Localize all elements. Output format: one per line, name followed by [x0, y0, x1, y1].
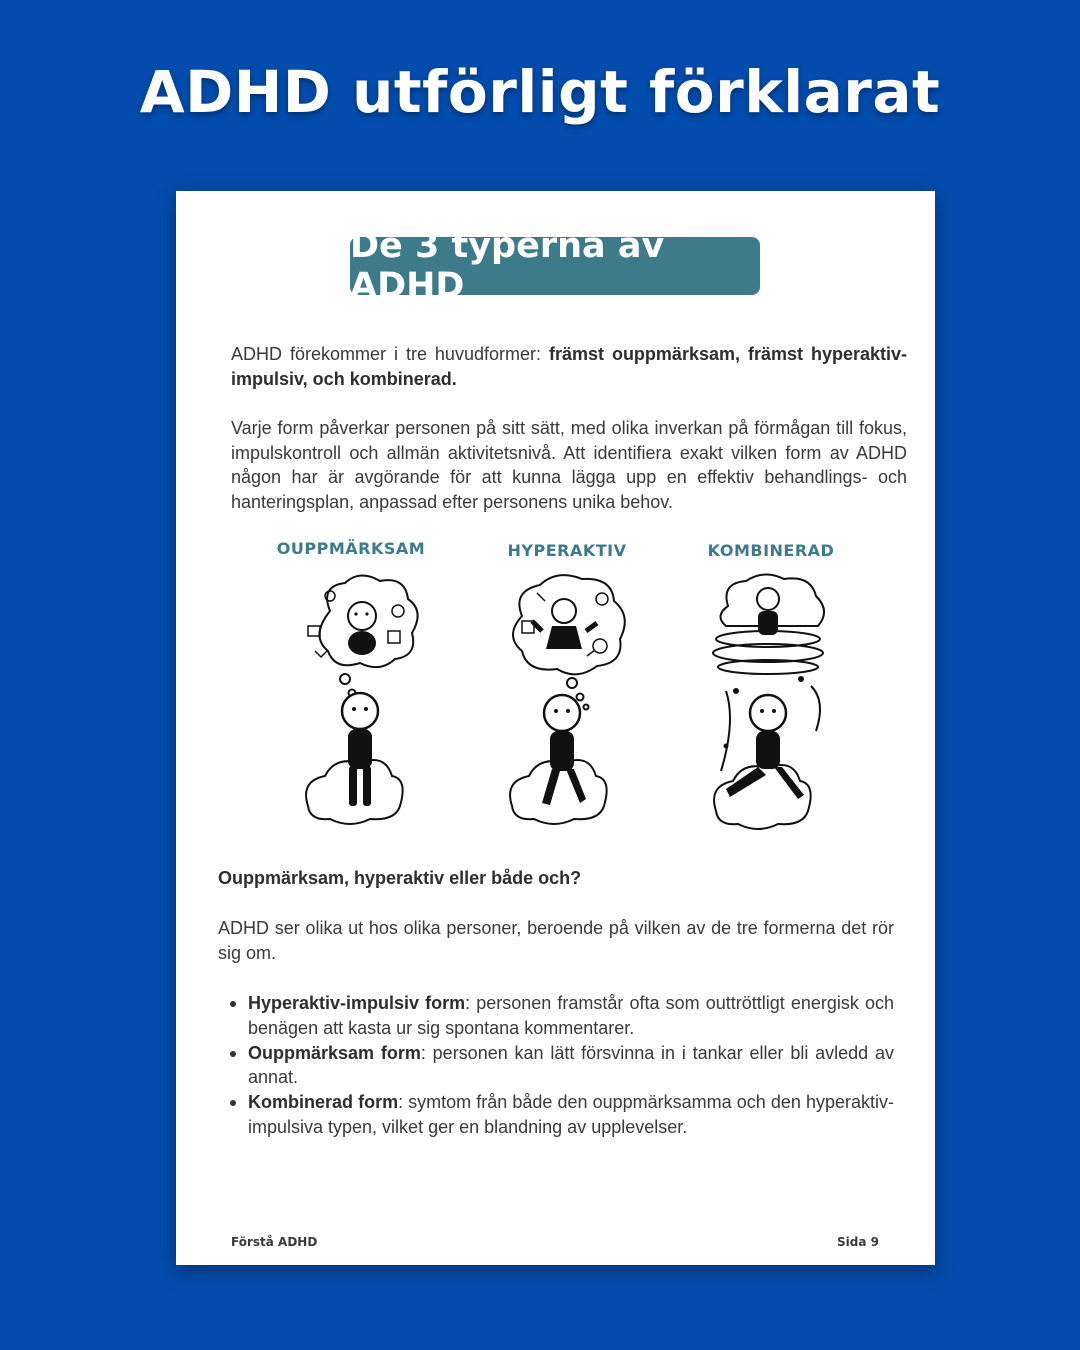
list-item-term: Ouppmärksam form — [248, 1042, 421, 1063]
inattentive-figure-illustration — [300, 571, 430, 833]
banner-title: ADHD utförligt förklarat — [139, 58, 941, 126]
bullet-dot-icon — [230, 1051, 236, 1057]
list-item-term: Kombinerad form — [248, 1092, 399, 1113]
footer-title: Förstå ADHD — [231, 1235, 318, 1249]
hyperactive-figure-illustration — [502, 571, 632, 833]
page-heading: De 3 typerna av ADHD — [350, 237, 760, 295]
list-item-text: : symtom från både den ouppmärksamma och den hyperaktiv-impulsiva typen, vilket ger en blandning av upplevelser. — [248, 1092, 894, 1137]
list-item — [218, 991, 894, 1041]
intro-bold: främst ouppmärksam, främst hyperaktiv-impulsiv, och kombinerad. — [231, 344, 907, 389]
list-item-term: Hyperaktiv-impulsiv form — [248, 993, 466, 1013]
intro-lead: ADHD förekommer i tre huvudformer: — [231, 344, 549, 364]
list-item-text: : personen framstår ofta som outtröttligt energisk och benägen att kasta ur sig spontana kommentarer. — [248, 993, 894, 1038]
document-page — [176, 191, 935, 1265]
overview-paragraph: ADHD ser olika ut hos olika personer, beroende på vilken av de tre formerna det rör sig om. — [218, 918, 894, 963]
description-paragraph: Varje form påverkar personen på sitt sätt, med olika inverkan på förmågan till fokus, impulskontroll och allmän aktivitetsnivå. Att identifiera exakt vilken form av ADHD någon har är avgörande för att kunna lägga upp en effektiv behandlings- och hanteringsplan, anpassad efter personens unika behov. — [231, 418, 907, 512]
label-hyperactive: HYPERAKTIV — [507, 541, 627, 560]
bullet-dot-icon — [230, 1001, 236, 1007]
list-item — [218, 1041, 894, 1091]
label-combined: KOMBINERAD — [707, 541, 835, 560]
list-item-text: : personen kan lätt försvinna in i tankar eller bli avledd av annat. — [248, 1042, 894, 1088]
intro-paragraph — [231, 342, 907, 391]
subheading: Ouppmärksam, hyperaktiv eller både och? — [218, 868, 582, 888]
combined-figure-illustration — [706, 571, 836, 833]
bullet-dot-icon — [230, 1100, 236, 1106]
footer-page-number: Sida 9 — [837, 1235, 879, 1249]
label-inattentive: OUPPMÄRKSAM — [276, 539, 426, 558]
list-item — [218, 1090, 894, 1140]
types-list — [218, 991, 894, 1140]
